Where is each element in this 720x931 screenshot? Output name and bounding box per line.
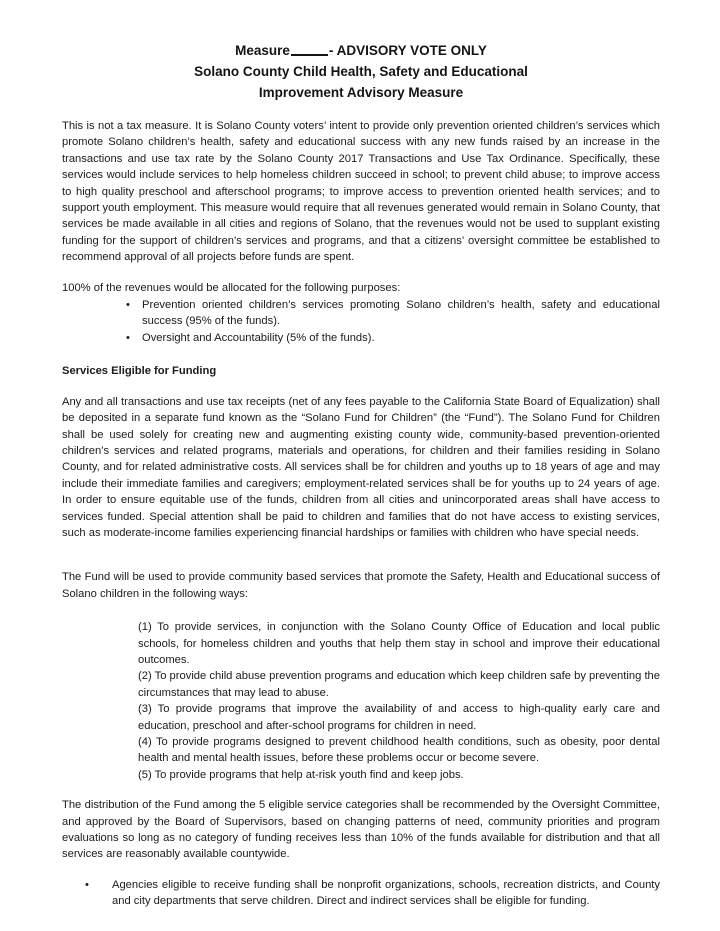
agencies-bullet-text: Agencies eligible to receive funding shall be nonprofit organizations, schools, recreation districts, and County and city departments that serve children. Direct and indirect services shall be eligible for funding. <box>112 878 660 908</box>
list-item <box>62 297 660 330</box>
numbered-item-4: (4) To provide programs designed to prevent childhood health conditions, such as obesity, poor dental health and mental health issues, before these problems occur or become severe. <box>138 736 660 765</box>
list-item <box>62 877 660 910</box>
allocation-bullet-1: Prevention oriented children’s services promoting Solano children’s health, safety and educational success (95% of the funds). <box>142 299 660 328</box>
numbered-item-1: (1) To provide services, in conjunction with the Solano County Office of Education and local public schools, for homeless children and youths that help them stay in school and improve their educational outcomes. <box>138 621 660 666</box>
title-advisory-label: - ADVISORY VOTE ONLY <box>328 43 487 58</box>
numbered-item-5: (5) To provide programs that help at-risk youth find and keep jobs. <box>138 768 464 781</box>
allocation-bullet-2: Oversight and Accountability (5% of the funds). <box>142 331 375 344</box>
document-title <box>62 40 660 103</box>
numbered-item-2: (2) To provide child abuse prevention programs and education which keep children safe by preventing the circumstances that may lead to abuse. <box>138 670 660 699</box>
allocation-intro: 100% of the revenues would be allocated for the following purposes: <box>62 281 401 294</box>
fund-usage-intro: The Fund will be used to provide community based services that promote the Safety, Health and Educational success of Solano children in the following ways: <box>62 571 660 600</box>
bullet-icon: • <box>85 878 89 891</box>
bullet-icon: • <box>126 299 130 312</box>
section-heading: Services Eligible for Funding <box>62 365 217 378</box>
intro-paragraph: This is not a tax measure. It is Solano County voters’ intent to provide only prevention oriented children’s services which promote Solano children’s health, safety and educational success with any new funds raised by an increase in the transactions and use tax rate by the Solano County 2017 Transactions and Use Tax Ordinance. Specifically, these services would include services to help homeless children succeed in school; to prevent child abuse; to improve access to high quality preschool and afterschool programs; to improve access to prevention oriented health services; and to support youth employment. This measure would require that all revenues generated would remain in Solano County, that services be made available in all cities and regions of Solano, that the revenues would not be used to supplant existing funding for the support of children’s services and programs, and that a citizens’ oversight committee be established to recommend approval of all projects before funds are spent. <box>62 120 660 264</box>
blank-underline <box>291 42 328 56</box>
title-line-2: Solano County Child Health, Safety and Educational <box>194 64 528 79</box>
title-line-1 <box>62 40 660 61</box>
numbered-list <box>62 619 660 783</box>
title-line-3: Improvement Advisory Measure <box>258 85 464 100</box>
title-measure-label: Measure <box>235 43 290 58</box>
list-item <box>62 330 660 346</box>
agencies-bullet-list <box>62 877 660 910</box>
distribution-paragraph: The distribution of the Fund among the 5 eligible service categories shall be recommended by the Oversight Committee, and approved by the Board of Supervisors, based on changing patterns of need, community priorities and program evaluations so long as no category of funding receives less than 10% of the funds available for distribution and that all services are reasonably available countywide. <box>62 799 660 861</box>
fund-description-paragraph: Any and all transactions and use tax receipts (net of any fees payable to the California State Board of Equalization) shall be deposited in a separate fund known as the “Solano Fund for Children” (the “Fund”). The Solano Fund for Children shall be used solely for creating new and augmenting existing county wide, community-based prevention-oriented children’s services and related programs, materials and operations, for children and their families residing in Solano County, and for related administrative costs. All services shall be for children and youths up to 18 years of age and may include their immediate families and caregivers; employment-related services shall be for youths up to 24 years of age. In order to ensure equitable use of the funds, children from all cities and unincorporated areas shall have access to services funded. Special attention shall be paid to children and families that do not have access to existing services, such as moderate-income families experiencing financial hardships or families with children who have special needs. <box>62 395 660 539</box>
allocation-bullet-list <box>62 297 660 346</box>
numbered-item-3: (3) To provide programs that improve the availability of and access to high-quality early care and education, preschool and after-school programs for children in need. <box>138 703 660 732</box>
bullet-icon: • <box>126 331 130 344</box>
